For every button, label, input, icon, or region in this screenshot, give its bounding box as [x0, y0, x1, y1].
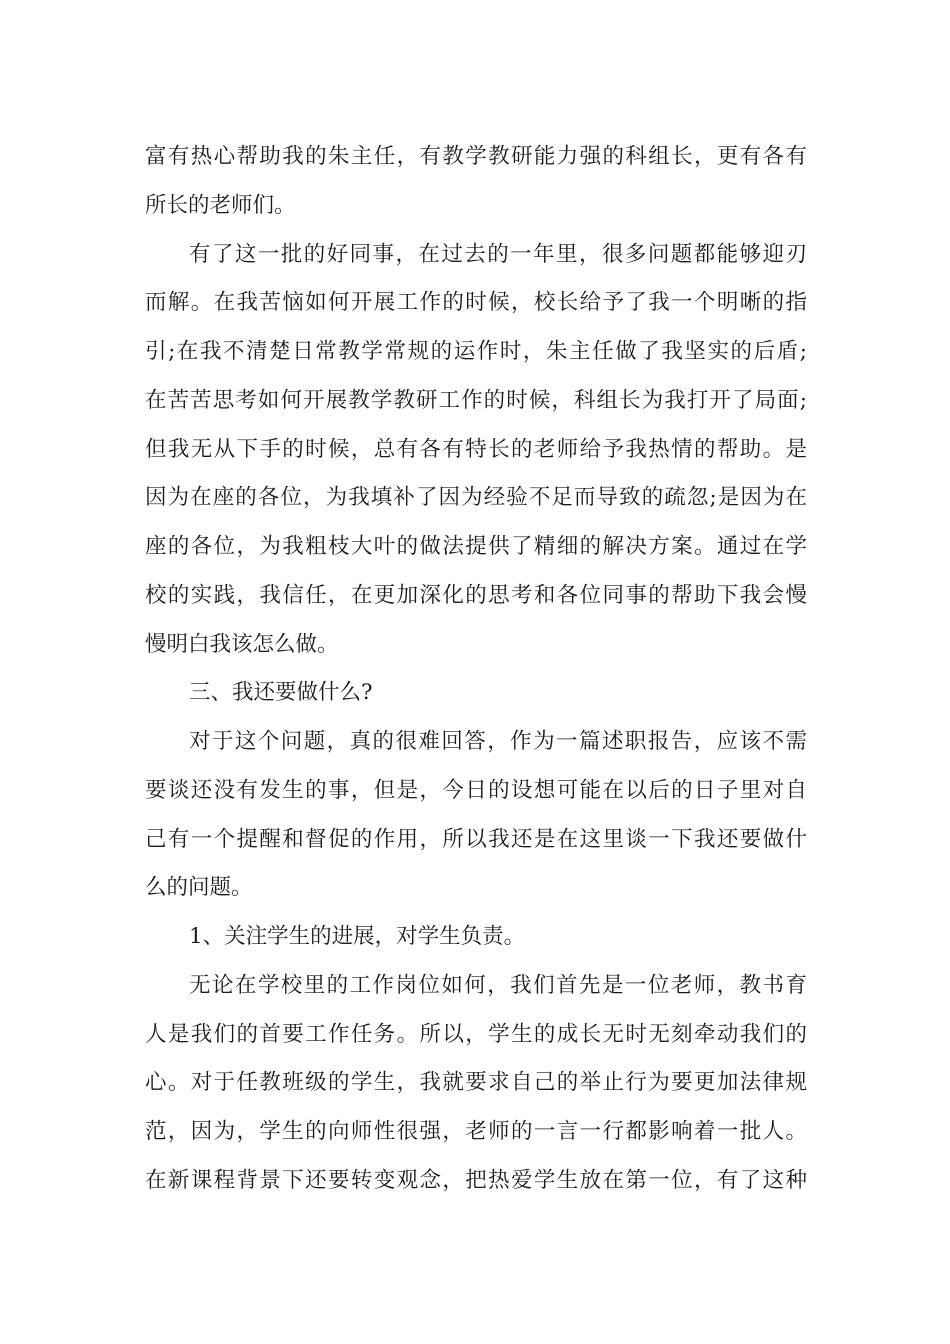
text-line: 富有热心帮助我的朱主任，有教学教研能力强的科组长，更有各有 — [145, 144, 807, 169]
text-line: 在新课程背景下还要转变观念，把热爱学生放在第一位，有了这种 — [145, 1167, 807, 1193]
text-line: 校的实践，我信任，在更加深化的思考和各位同事的帮助下我会慢 — [145, 582, 807, 608]
text-line: 座的各位，为我粗枝大叶的做法提供了精细的解决方案。通过在学 — [145, 534, 807, 559]
text-line: 么的问题。 — [145, 875, 253, 901]
text-line: 所长的老师们。 — [145, 192, 296, 218]
text-line: 人是我们的首要工作任务。所以，学生的成长无时无刻牵动我们的 — [145, 1021, 807, 1047]
text-line: 在苦苦思考如何开展教学教研工作的时候，科组长为我打开了局面; — [145, 387, 807, 413]
text-line: 己有一个提醒和督促的作用，所以我还是在这里谈一下我还要做什 — [145, 826, 807, 852]
text-line: 因为在座的各位，为我填补了因为经验不足而导致的疏忽;是因为在 — [145, 485, 807, 511]
text-line: 范，因为，学生的向师性很强，老师的一言一行都影响着一批人。 — [145, 1119, 807, 1144]
text-line: 引;在我不清楚日常教学常规的运作时，朱主任做了我坚实的后盾; — [145, 339, 807, 364]
text-line: 无论在学校里的工作岗位如何，我们首先是一位老师，教书育 — [189, 972, 807, 998]
text-line: 但我无从下手的时候，总有各有特长的老师给予我热情的帮助。是 — [145, 436, 807, 462]
text-line: 有了这一批的好同事，在过去的一年里，很多问题都能够迎刃 — [189, 241, 807, 267]
text-line: 1、关注学生的进展，对学生负责。 — [189, 924, 526, 949]
text-line: 而解。在我苦恼如何开展工作的时候，校长给予了我一个明晰的指 — [145, 290, 807, 316]
text-line: 慢明白我该怎么做。 — [145, 631, 339, 657]
body-text — [145, 133, 807, 1206]
text-line: 心。对于任教班级的学生，我就要求自己的举止行为要更加法律规 — [145, 1070, 807, 1096]
text-line: 要谈还没有发生的事，但是，今日的设想可能在以后的日子里对自 — [145, 777, 807, 803]
text-line: 对于这个问题，真的很难回答，作为一篇述职报告，应该不需 — [189, 729, 807, 754]
text-line: 三、我还要做什么? — [189, 680, 373, 706]
